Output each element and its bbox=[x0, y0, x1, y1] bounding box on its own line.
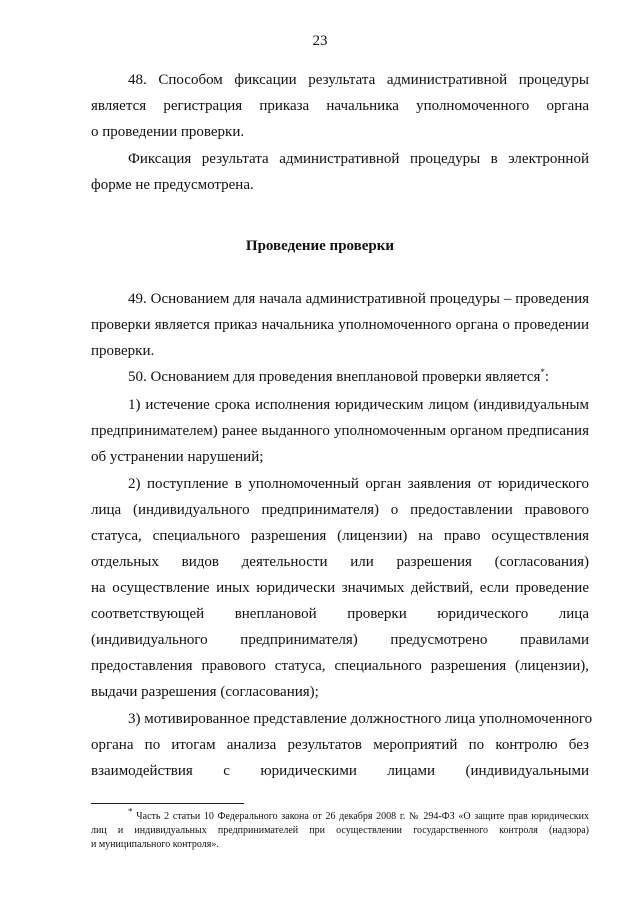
footnote-line-3: и муниципального контроля». bbox=[91, 839, 219, 850]
item-2-line-1: 2) поступление в уполномоченный орган заявления от юридического bbox=[128, 476, 589, 492]
item-2-line-7: (индивидуального предпринимателя) предусмотрено правилами bbox=[91, 632, 589, 648]
item-2-line-5: на осуществление иных юридически значимых действий, если проведение bbox=[91, 580, 589, 596]
footnote-line-2: лиц и индивидуальных предпринимателей при осуществлении государственного контроля (надзора) bbox=[91, 825, 589, 836]
item-2-line-3: статуса, специального разрешения (лицензии) на право осуществления bbox=[91, 528, 589, 544]
paragraph-48-line-1: 48. Способом фиксации результата административной процедуры bbox=[128, 72, 589, 88]
item-2-line-8: предоставления правового статуса, специального разрешения (лицензии), bbox=[91, 658, 589, 674]
paragraph-50-text: 50. Основанием для проведения внеплановой проверки является bbox=[128, 369, 541, 385]
paragraph-48-line-3: о проведении проверки. bbox=[91, 124, 245, 140]
paragraph-fixation-line-1: Фиксация результата административной процедуры в электронной bbox=[128, 151, 589, 167]
page-number: 23 bbox=[312, 33, 328, 49]
paragraph-50-line-1 bbox=[128, 368, 589, 386]
footnote-marker-ref: * bbox=[128, 806, 133, 817]
item-2-line-2: лица (индивидуального предпринимателя) о предоставлении правового bbox=[91, 502, 589, 518]
paragraph-49-line-3: проверки. bbox=[91, 343, 155, 359]
footnote-divider bbox=[91, 803, 244, 804]
item-3-line-1: 3) мотивированное представление должностного лица уполномоченного bbox=[128, 711, 593, 727]
item-2-line-4: отдельных видов деятельности или разрешения (согласования) bbox=[91, 554, 589, 570]
footnote-marker: * bbox=[540, 367, 545, 377]
item-2-line-6: соответствующей внеплановой проверки юридического лица bbox=[91, 606, 589, 622]
section-heading: Проведение проверки bbox=[245, 238, 395, 254]
paragraph-49-line-2: проверки является приказ начальника уполномоченного органа о проведении bbox=[91, 317, 589, 333]
paragraph-fixation-line-2: форме не предусмотрена. bbox=[91, 177, 254, 193]
paragraph-50-colon: : bbox=[544, 369, 550, 385]
paragraph-49-line-1: 49. Основанием для начала административной процедуры – проведения bbox=[128, 291, 589, 307]
item-1-line-3: об устранении нарушений; bbox=[91, 449, 264, 465]
paragraph-48-line-2: является регистрация приказа начальника уполномоченного органа bbox=[91, 98, 589, 114]
item-2-line-9: выдачи разрешения (согласования); bbox=[91, 684, 319, 700]
item-1-line-2: предпринимателем) ранее выданного уполномоченным органом предписания bbox=[91, 423, 589, 439]
item-3-line-2: органа по итогам анализа результатов мероприятий по контролю без bbox=[91, 737, 589, 753]
footnote-line-1 bbox=[128, 806, 589, 823]
footnote-text-1: Часть 2 статьи 10 Федерального закона от 26 декабря 2008 г. № 294-ФЗ «О защите прав юридических bbox=[132, 811, 589, 822]
item-1-line-1: 1) истечение срока исполнения юридическим лицом (индивидуальным bbox=[128, 397, 589, 413]
item-3-line-3: взаимодействия с юридическими лицами (индивидуальными bbox=[91, 763, 589, 779]
